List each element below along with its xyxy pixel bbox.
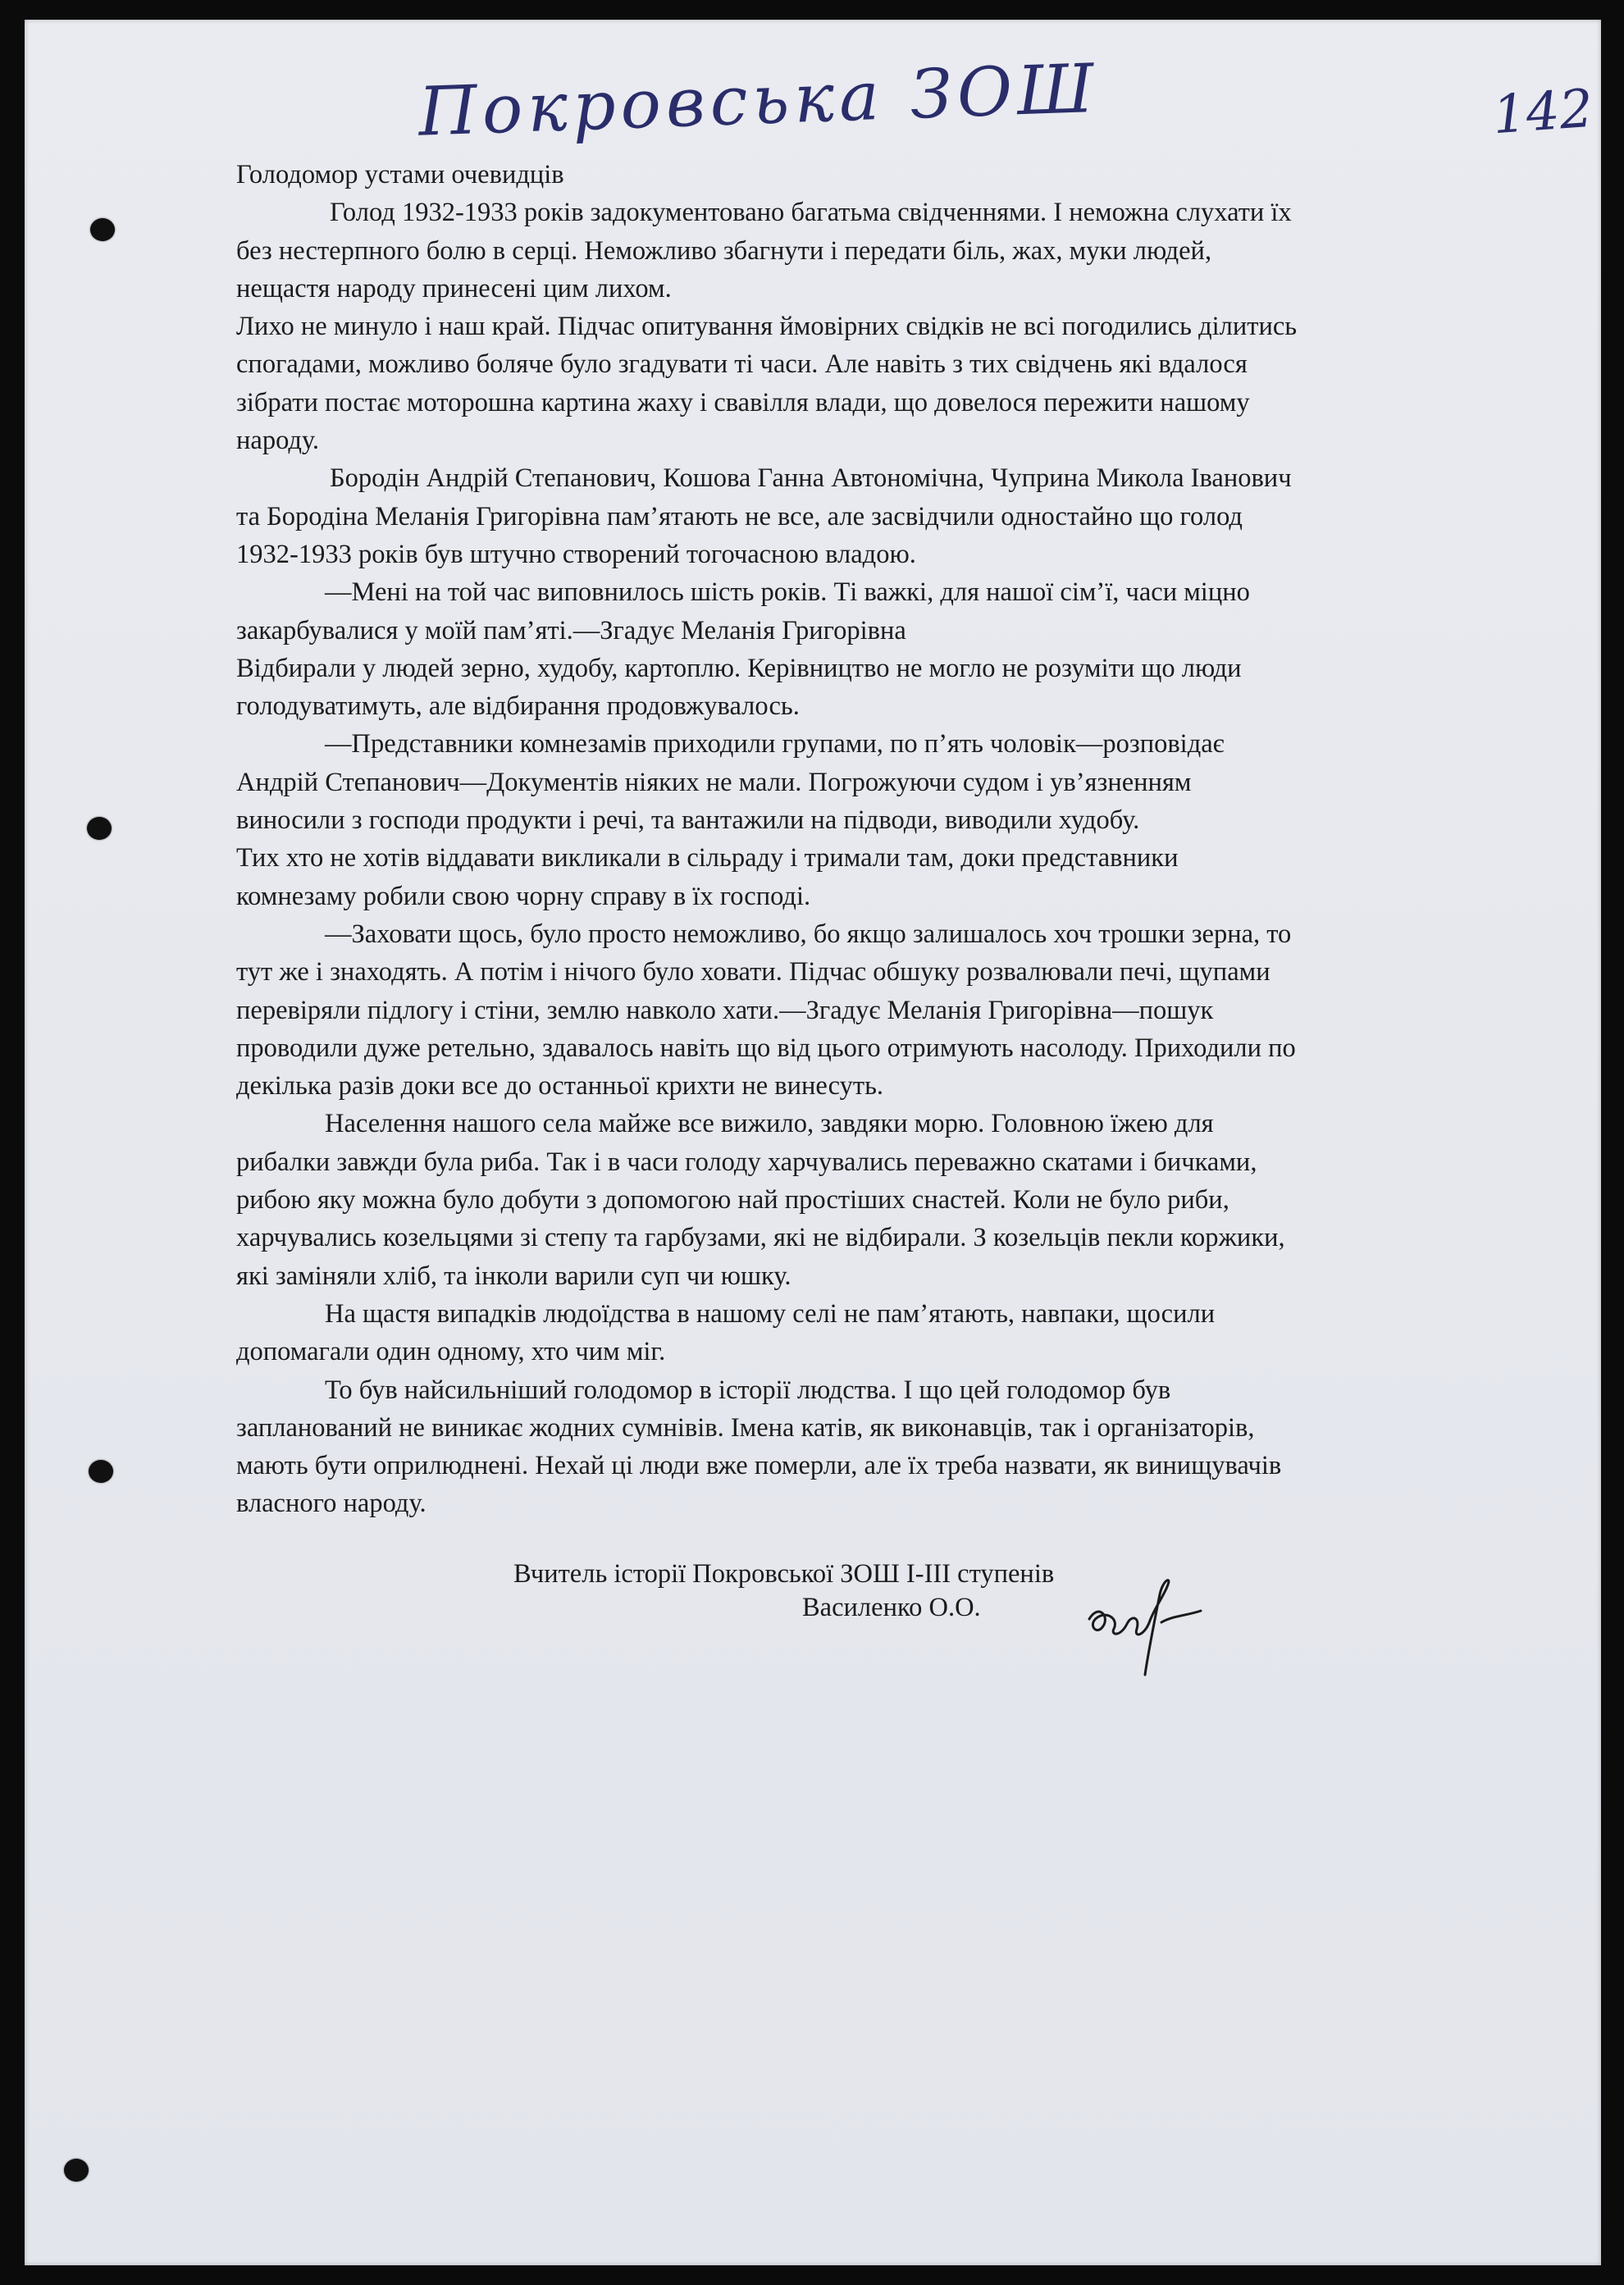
- punch-hole: [87, 817, 112, 840]
- text-line: нещастя народу принесені цим лихом.: [236, 273, 672, 303]
- document-body: [236, 156, 1565, 1523]
- text-line: проводили дуже ретельно, здавалось навіть що від цього отримують насолоду. Приходили по: [236, 1033, 1296, 1063]
- document-page: [25, 20, 1601, 2265]
- text-line: Тих хто не хотів віддавати викликали в сільраду і тримали там, доки представники: [236, 843, 1179, 873]
- text-line: зібрати постає моторошна картина жаху і свавілля влади, що довелося пережити нашому: [236, 387, 1250, 417]
- text-line: запланований не виникає жодних сумнівів. Імена катів, як виконавців, так і організаторів,: [236, 1412, 1255, 1443]
- text-line: народу.: [236, 426, 320, 456]
- text-line: закарбувалися у моїй пам’яті.—Згадує Меланія Григорівна: [236, 615, 906, 645]
- text-line: комнезаму робили свою чорну справу в їх господі.: [236, 881, 811, 911]
- text-line: —Заховати щось, було просто неможливо, бо якщо залишалось хоч трошки зерна, то: [325, 919, 1292, 949]
- text-line: —Мені на той час виповнилось шість років. Ті важкі, для нашої сім’ї, часи міцно: [325, 577, 1250, 608]
- text-line: рибалки завжди була риба. Так і в часи голоду харчувались переважно скатами і бичками,: [236, 1147, 1257, 1177]
- text-line: Бородін Андрій Степанович, Кошова Ганна Автономічна, Чуприна Микола Іванович: [330, 463, 1292, 494]
- text-line: Населення нашого села майже все вижило, завдяки морю. Головною їжею для: [325, 1109, 1214, 1139]
- text-line: спогадами, можливо боляче було згадувати ті часи. Але навіть з тих свідчень які вдалося: [236, 349, 1248, 380]
- handwritten-title: Покровська ЗОШ: [417, 49, 1101, 152]
- text-line: 1932-1933 років був штучно створений тогочасною владою.: [236, 539, 916, 569]
- text-line: тут же і знаходять. А потім і нічого було ховати. Підчас обшуку розвалювали печі, щупами: [236, 957, 1270, 987]
- text-line: перевіряли підлогу і стіни, землю навколо хати.—Згадує Меланія Григорівна—пошук: [236, 995, 1214, 1025]
- handwritten-page-number: 142: [1490, 78, 1595, 147]
- text-line: допомагали один одному, хто чим міг.: [236, 1337, 666, 1367]
- punch-hole: [64, 2159, 89, 2182]
- text-line: власного народу.: [236, 1489, 427, 1519]
- text-line: які заміняли хліб, та інколи варили суп чи юшку.: [236, 1261, 791, 1291]
- text-line: голодуватимуть, але відбирання продовжувалось.: [236, 691, 800, 722]
- text-line: харчувались козельцями зі степу та гарбузами, які не відбирали. З козельців пекли коржики,: [236, 1223, 1285, 1253]
- text-line: Голод 1932-1933 років задокументовано багатьма свідченнями. І неможна слухати їх: [330, 198, 1292, 228]
- text-line: На щастя випадків людоїдства в нашому селі не пам’ятають, навпаки, щосили: [325, 1298, 1216, 1329]
- punch-hole: [90, 218, 115, 241]
- text-line: Лихо не минуло і наш край. Підчас опитування ймовірних свідків не всі погодились ділитись: [236, 312, 1298, 342]
- text-line: та Бородіна Меланія Григорівна пам’ятають не все, але засвідчили одностайно що голод: [236, 501, 1243, 531]
- text-line: —Представники комнезамів приходили групами, по п’ять чоловік—розповідає: [325, 729, 1225, 759]
- text-line: декілька разів доки все до останньої крихти не винесуть.: [236, 1071, 884, 1101]
- signature-role: Вчитель історії Покровської ЗОШ І-ІІІ ступенів: [513, 1559, 1055, 1589]
- text-line: виносили з господи продукти і речі, та вантажили на підводи, виводили худобу.: [236, 805, 1140, 836]
- text-line: без нестерпного болю в серці. Неможливо збагнути і передати біль, жах, муки людей,: [236, 235, 1212, 266]
- text-line: Андрій Степанович—Документів ніяких не мали. Погрожуючи судом і ув’язненням: [236, 767, 1192, 797]
- text-line: мають бути оприлюднені. Нехай ці люди вже померли, але їх треба назвати, як винищувачів: [236, 1451, 1282, 1481]
- handwritten-signature: [1083, 1570, 1206, 1685]
- signature-name: Василенко О.О.: [802, 1593, 981, 1622]
- text-line: То був найсильніший голодомор в історії людства. І що цей голодомор був: [325, 1375, 1171, 1405]
- text-line: рибою яку можна було добути з допомогою най простіших снастей. Коли не було риби,: [236, 1185, 1229, 1215]
- punch-hole: [89, 1460, 113, 1483]
- text-line: Відбирали у людей зерно, худобу, картоплю. Керівництво не могло не розуміти що люди: [236, 653, 1242, 683]
- document-heading: Голодомор устами очевидців: [236, 160, 564, 189]
